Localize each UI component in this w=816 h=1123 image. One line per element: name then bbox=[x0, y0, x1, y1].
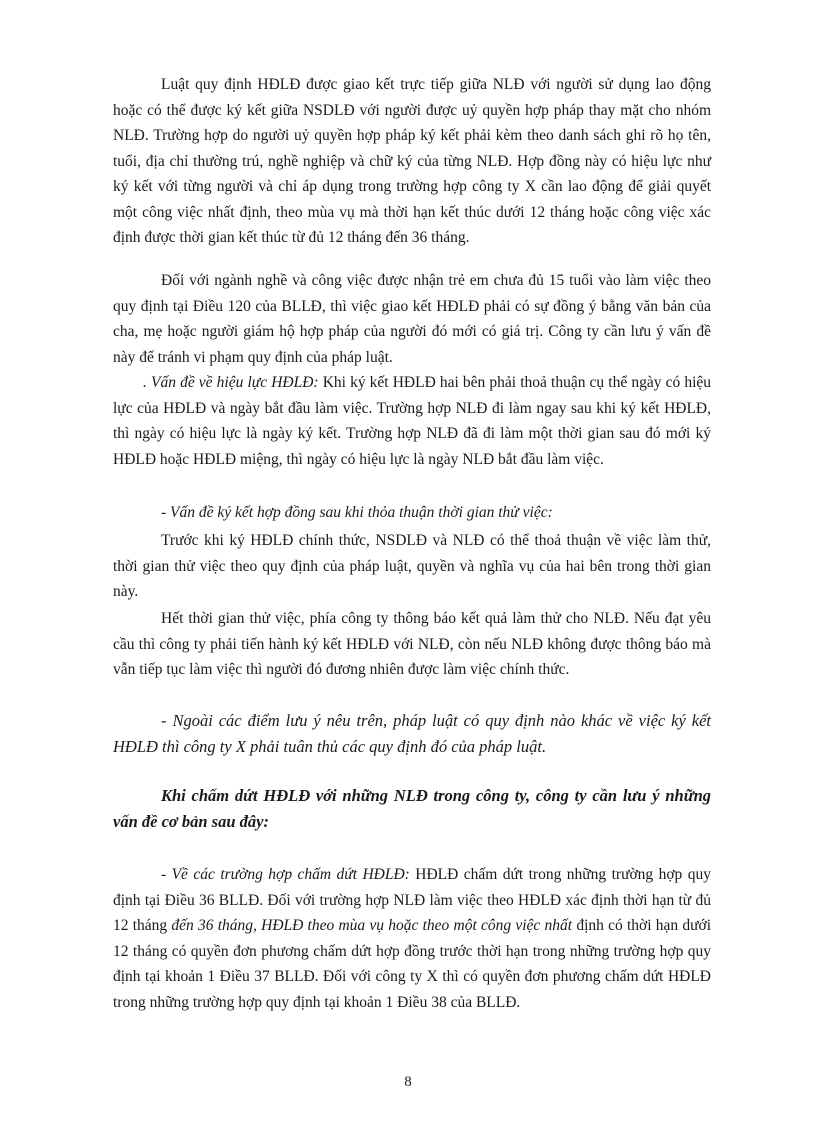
termination-heading: Khi chấm dứt HĐLĐ với những NLĐ trong công ty, công ty cần lưu ý những vấn đề cơ bản sau đây: bbox=[113, 786, 711, 831]
termination-body-2: định có thời hạn dưới 12 tháng có quyền đơn phương chấm dứt hợp đồng trước thời hạn trong những trường hợp quy định tại khoản 1 Điều 37 BLLĐ. Đối với công ty X thì có quyền đơn phương chấm dứt HĐLĐ trong những trường hợp quy định tại khoản 1 Điều 38 của BLLĐ. bbox=[113, 917, 712, 1011]
paragraph-probation-before: Trước khi ký HĐLĐ chính thức, NSDLĐ và NLĐ có thể thoả thuận về việc làm thử, thời gian thử việc theo quy định của pháp luật, quyền và nghĩa vụ của hai bên trong thời gian này. bbox=[113, 532, 711, 600]
validity-body: Khi ký kết HĐLĐ hai bên phải thoả thuận cụ thể ngày có hiệu lực của HĐLĐ và ngày bắt đầu làm việc. Trường hợp NLĐ đi làm ngay sau khi ký kết HĐLĐ, thì ngày có hiệu lực là ngày ký kết. Trường hợp NLĐ đã đi làm một thời gian sau đó mới ký HĐLĐ hoặc HĐLĐ miệng, thì ngày có hiệu lực là ngày NLĐ bắt đầu làm việc. bbox=[113, 374, 712, 468]
paragraph-child-labor: Đối với ngành nghề và công việc được nhận trẻ em chưa đủ 15 tuổi vào làm việc theo quy định tại Điều 120 của BLLĐ, thì việc giao kết HĐLĐ phải có sự đồng ý bằng văn bản của cha, mẹ hoặc người giám hộ hợp pháp của người đó mới có giá trị. Công ty cần lưu ý vấn đề này để tránh vi phạm quy định của pháp luật. bbox=[113, 272, 711, 366]
paragraph-other-rules: - Ngoài các điểm lưu ý nêu trên, pháp luật có quy định nào khác về việc ký kết HĐLĐ thì công ty X phải tuân thủ các quy định đó của pháp luật. bbox=[113, 711, 711, 756]
page-number: 8 bbox=[404, 1074, 412, 1090]
validity-lead: . Vấn đề về hiệu lực HĐLĐ: bbox=[143, 374, 319, 391]
paragraph-contract-parties: Luật quy định HĐLĐ được giao kết trực tiếp giữa NLĐ với người sử dụng lao động hoặc có thể được ký kết giữa NSDLĐ với người được uỷ quyền hợp pháp thay mặt cho nhóm NLĐ. Trường hợp do người uỷ quyền hợp pháp ký kết phải kèm theo danh sách ghi rõ họ tên, tuổi, địa chỉ thường trú, nghề nghiệp và chữ ký của từng NLĐ. Hợp đồng này có hiệu lực như ký kết với từng người và chỉ áp dụng trong trường hợp công ty X cần lao động để giải quyết một công việc nhất định, theo mùa vụ mà thời hạn kết thúc dưới 12 tháng hoặc công việc xác định được thời gian kết thúc từ đủ 12 tháng đến 36 tháng. bbox=[113, 76, 711, 246]
paragraph-validity bbox=[113, 370, 711, 472]
termination-italic: đến 36 tháng, HĐLĐ theo mùa vụ hoặc theo một công việc nhất bbox=[171, 917, 573, 934]
paragraph-probation-after: Hết thời gian thử việc, phía công ty thông báo kết quả làm thử cho NLĐ. Nếu đạt yêu cầu thì công ty phải tiến hành ký kết HĐLĐ với NLĐ, còn nếu NLĐ không được thông báo mà vẫn tiếp tục làm việc thì người đó đương nhiên được làm việc chính thức. bbox=[113, 610, 711, 678]
probation-heading-text: - Vấn đề ký kết hợp đồng sau khi thỏa thuận thời gian thử việc: bbox=[161, 504, 553, 521]
paragraph-termination bbox=[113, 862, 711, 1015]
probation-heading bbox=[113, 500, 711, 526]
termination-lead: - Về các trường hợp chấm dứt HĐLĐ: bbox=[161, 866, 410, 883]
termination-body-1: HĐLĐ chấm dứt trong những trường hợp quy định tại Điều 36 BLLĐ. Đối với trường hợp NLĐ làm việc theo HĐLĐ xác định thời hạn từ đủ 12 tháng bbox=[113, 866, 711, 934]
